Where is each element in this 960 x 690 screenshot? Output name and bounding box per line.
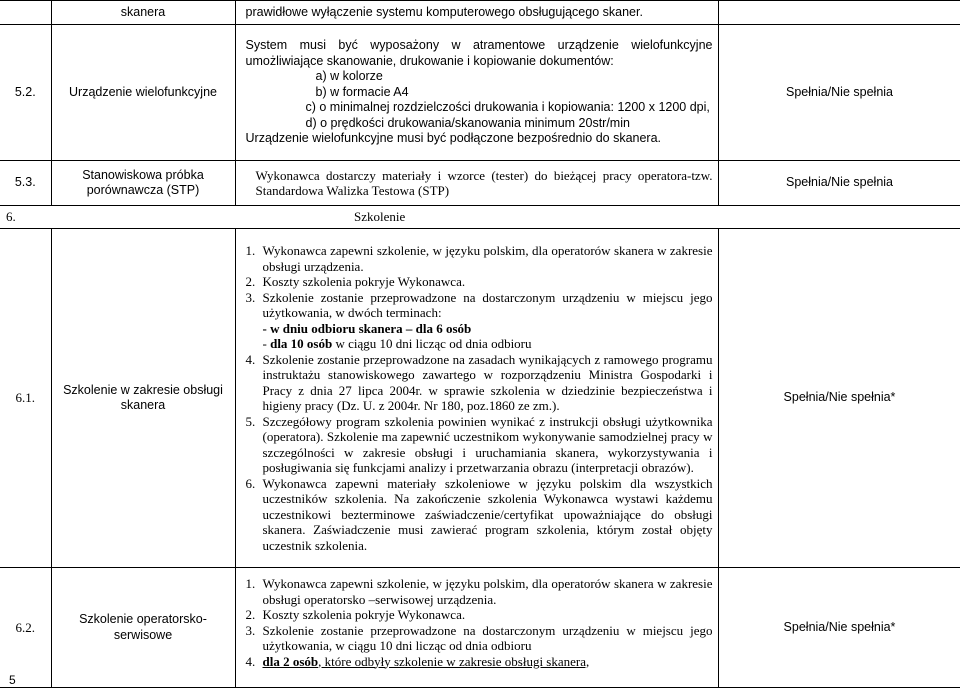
feature-item: c) o minimalnej rozdzielczości drukowania i kopiowania: 1200 x 1200 dpi, xyxy=(305,100,710,115)
table-row xyxy=(0,229,960,568)
list-item-body: Szkolenie zostanie przeprowadzone na dostarczonym urządzeniu w miejscu jego użytkowania, w dwóch terminach: xyxy=(262,289,713,320)
description-text: Wykonawca dostarczy materiały i wzorce (tester) do bieżącej pracy operatora-tzw. Standardowa Walizka Testowa (STP) xyxy=(255,167,713,198)
list-item-text xyxy=(263,290,713,352)
list-item xyxy=(246,607,713,623)
table-row xyxy=(0,568,960,688)
list-item-text: Szkolenie zostanie przeprowadzone na zasadach wynikających z ramowego programu instruktażu stanowiskowego zawartego w rozporządzeniu Ministra Gospodarki i Pracy z dnia 27 lipca 2004r. w sprawie szkolenia w dziedzinie bezpieczeństwa i higieny pracy (Dz. U. z 2004r. Nr 180, poz.1860 ze zm.). xyxy=(262,351,713,413)
list-item-text: Koszty szkolenia pokryje Wykonawca. xyxy=(262,274,466,289)
row-name-cell: skanera xyxy=(51,1,235,25)
row-number-cell: 6.1. xyxy=(0,229,51,568)
description-outro: Urządzenie wielofunkcyjne musi być podłączone bezpośrednio do skanera. xyxy=(245,131,662,146)
row-number-cell: 6.2. xyxy=(0,568,51,688)
table-row xyxy=(0,1,960,25)
row-description-cell xyxy=(235,568,718,688)
section-number: 6. xyxy=(6,209,16,225)
list-item xyxy=(246,414,713,476)
list-item-rest: , które odbyły szkolenie w zakresie obsługi skanera, xyxy=(318,653,590,669)
list-item xyxy=(246,654,713,670)
list-item-text xyxy=(263,654,713,670)
list-item-underlined xyxy=(263,654,590,669)
list-item xyxy=(246,243,713,274)
section-header-cell xyxy=(0,206,960,229)
row-status-cell: Spełnia/Nie spełnia* xyxy=(718,568,960,688)
row-description-cell xyxy=(235,1,718,25)
list-marker: 4. xyxy=(245,351,256,367)
description-intro: System musi być wyposażony w atramentowe urządzenie wielofunkcyjne umożliwiające skanowanie, drukowanie i kopiowanie dokumentów: xyxy=(245,38,713,68)
description-text: prawidłowe wyłączenie systemu komputerowego obsługującego skaner. xyxy=(245,4,643,19)
list-item xyxy=(246,576,713,607)
row-description-cell xyxy=(235,161,718,206)
training-list xyxy=(246,576,713,669)
list-marker: 3. xyxy=(245,289,256,305)
feature-item: d) o prędkości drukowania/skanowania minimum 20str/min xyxy=(305,115,630,130)
list-item xyxy=(246,290,713,352)
list-item-text: Wykonawca zapewni materiały szkoleniowe w języku polskim dla wszystkich uczestników szkolenia. Na zakończenie szkolenia Wykonawca wystawi każdemu uczestnikowi bezterminowe zaświadczenie/certyfikat upoważniające do obsługi skanera. Zaświadczenie musi zawierać program szkolenia, którym został objęty uczestnik szkolenia. xyxy=(262,475,713,553)
list-item-text: Koszty szkolenia pokryje Wykonawca. xyxy=(262,607,466,622)
row-status-cell: Spełnia/Nie spełnia xyxy=(718,25,960,161)
list-marker: 2. xyxy=(245,607,256,622)
list-item xyxy=(246,352,713,414)
training-term-2-rest: w ciągu 10 dni licząc od dnia odbioru xyxy=(332,336,532,351)
row-name-cell: Szkolenie w zakresie obsługi skanera xyxy=(51,229,235,568)
section-title: Szkolenie xyxy=(354,209,406,225)
row-description-cell xyxy=(235,25,718,161)
training-list xyxy=(246,243,713,553)
list-marker: 4. xyxy=(245,653,256,669)
table-row xyxy=(0,161,960,206)
row-description-cell xyxy=(235,229,718,568)
feature-item: b) w formacie A4 xyxy=(315,84,409,99)
list-item xyxy=(246,623,713,654)
list-item-text: Wykonawca zapewni szkolenie, w języku polskim, dla operatorów skanera w zakresie obsługi operatorsko –serwisowej urządzenia. xyxy=(262,576,713,607)
table-row xyxy=(0,25,960,161)
list-item-text: Szkolenie zostanie przeprowadzone na dostarczonym urządzeniu w miejscu jego użytkowania, w ciągu 10 dni licząc od dnia odbioru xyxy=(262,622,713,653)
row-status-cell: Spełnia/Nie spełnia xyxy=(718,161,960,206)
row-status-cell: Spełnia/Nie spełnia* xyxy=(718,229,960,568)
feature-item: a) w kolorze xyxy=(315,69,383,84)
list-marker: 2. xyxy=(245,274,256,289)
row-name-cell: Szkolenie operatorsko-serwisowe xyxy=(51,568,235,688)
section-header-row xyxy=(0,206,960,229)
list-item-text: Szczegółowy program szkolenia powinien wynikać z instrukcji obsługi użytkownika (operatora). Szkolenie ma zapewnić uczestnikom wykonywanie samodzielnej pracy w szczególności w zakresie obsługi i uruchamiania skanera, wykorzystywania i posługiwania się funkcjami analizy i przetwarzania obrazu (interpretacji obrazów). xyxy=(262,413,713,475)
training-term-2-bold: dla 10 osób xyxy=(270,336,333,351)
page-number: 5 xyxy=(9,673,16,687)
list-item xyxy=(246,274,713,290)
list-marker: 1. xyxy=(245,576,256,591)
row-name-cell: Urządzenie wielofunkcyjne xyxy=(51,25,235,161)
list-marker: 1. xyxy=(245,243,256,258)
row-number-cell: 5.2. xyxy=(0,25,51,161)
list-marker: 3. xyxy=(245,622,256,638)
list-marker: 5. xyxy=(245,413,256,429)
row-number-cell xyxy=(0,1,51,25)
row-status-cell xyxy=(718,1,960,25)
row-number-cell: 5.3. xyxy=(0,161,51,206)
row-name-cell: Stanowiskowa próbka porównawcza (STP) xyxy=(51,161,235,206)
training-term-2-prefix: - xyxy=(262,336,271,351)
list-item-text: Wykonawca zapewni szkolenie, w języku polskim, dla operatorów skanera w zakresie obsługi urządzenia. xyxy=(262,243,713,274)
list-marker: 6. xyxy=(245,475,256,491)
list-item-bold: dla 2 osób xyxy=(262,653,319,669)
list-item xyxy=(246,476,713,554)
training-term-1: - w dniu odbioru skanera – dla 6 osób xyxy=(262,320,472,336)
